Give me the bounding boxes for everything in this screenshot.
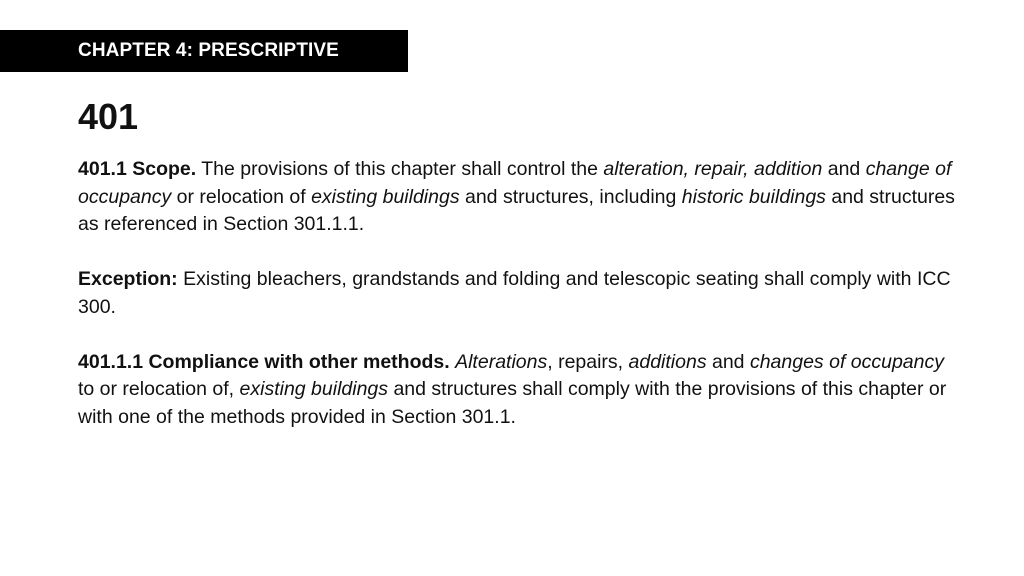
compliance-heading: 401.1.1 Compliance with other methods. (78, 350, 450, 373)
chapter-title: CHAPTER 4: PRESCRIPTIVE (78, 40, 339, 61)
exception-text: Existing bleachers, grandstands and folding and telescopic seating shall comply with ICC 300. (78, 268, 951, 318)
compliance-term-alterations: Alterations (455, 350, 548, 373)
exception-heading: Exception: (78, 268, 178, 290)
compliance-text: , repairs, (547, 350, 629, 373)
section-number: 401 (78, 96, 139, 137)
scope-text: The provisions of this chapter shall control the (196, 158, 604, 180)
scope-heading: 401.1 Scope. (78, 158, 197, 180)
compliance-term-additions: additions (628, 350, 707, 373)
compliance-text: to or relocation of, (78, 378, 240, 400)
exception-paragraph (78, 266, 958, 321)
compliance-term-changes-of-occupancy: changes of occupancy (749, 350, 945, 373)
compliance-text: and (706, 350, 750, 373)
scope-term-historic-buildings: historic buildings (681, 185, 826, 208)
document-body (78, 156, 958, 459)
compliance-paragraph (78, 349, 958, 432)
scope-text: and structures as referenced in Section 301.1.1. (78, 185, 955, 235)
scope-term-alteration: alteration, repair, addition (603, 158, 823, 180)
compliance-term-existing-buildings: existing buildings (239, 378, 389, 400)
scope-text: and (822, 158, 866, 180)
chapter-banner (0, 30, 408, 72)
scope-paragraph (78, 156, 958, 239)
scope-term-existing-buildings: existing buildings (311, 185, 460, 208)
scope-text: and structures, including (459, 185, 682, 208)
compliance-text: and structures shall comply with the provisions of this chapter or with one of the methods provided in Section 301.1. (78, 378, 947, 428)
scope-term-change-of-occupancy: change of occupancy (78, 158, 952, 208)
scope-text: or relocation of (171, 185, 312, 208)
